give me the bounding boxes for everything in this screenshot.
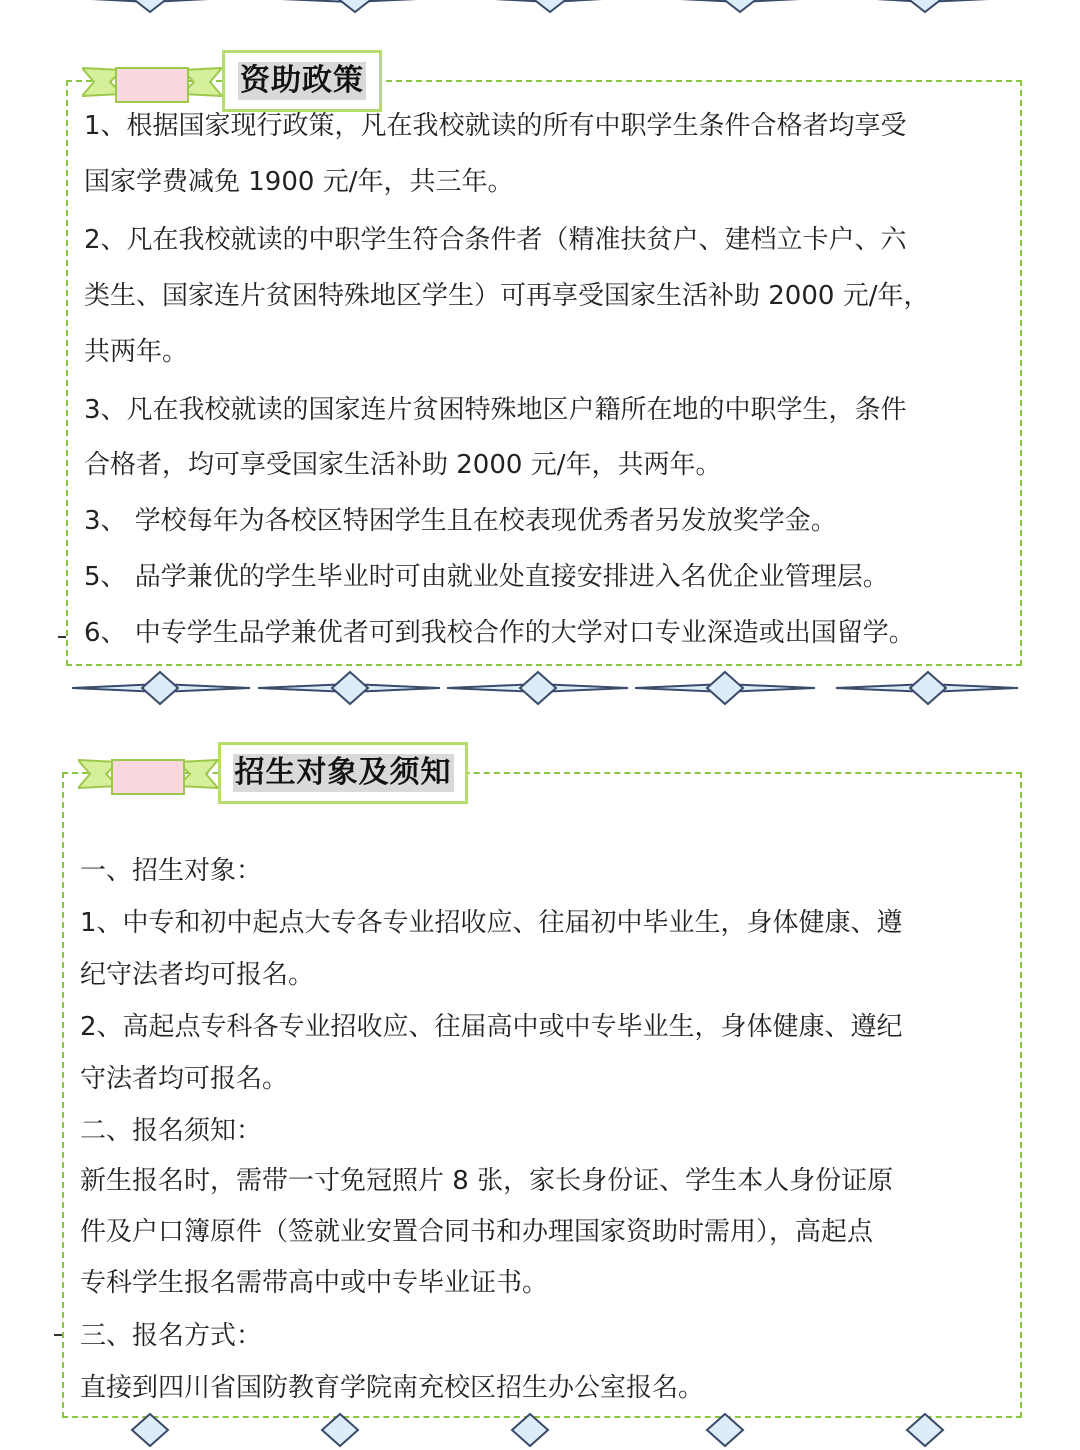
paragraph-line: 2、高起点专科各专业招收应、往届高中或中专毕业生，身体健康、遵纪 — [80, 1012, 903, 1042]
paragraph-line: 3、 学校每年为各校区特困学生且在校表现优秀者另发放奖学金。 — [84, 506, 837, 536]
paragraph-line: 1、根据国家现行政策，凡在我校就读的所有中职学生条件合格者均享受 — [84, 111, 907, 141]
paragraph-line: 守法者均可报名。 — [80, 1064, 289, 1094]
section-title: 招生对象及须知 — [234, 755, 452, 790]
section-title-box — [218, 742, 468, 804]
paragraph-line: 共两年。 — [84, 337, 189, 367]
diamond-divider — [0, 668, 1080, 708]
paragraph-line: 件及户口簿原件（签就业安置合同书和办理国家资助时需用），高起点 — [80, 1217, 874, 1247]
section-title-box — [222, 50, 382, 112]
margin-mark — [54, 1334, 62, 1336]
paragraph-line: 5、 品学兼优的学生毕业时可由就业处直接安排进入名优企业管理层。 — [84, 562, 889, 592]
paragraph-line: 6、 中专学生品学兼优者可到我校合作的大学对口专业深造或出国留学。 — [84, 618, 915, 648]
paragraph-line: 合格者，均可享受国家生活补助 2000 元/年，共两年。 — [84, 450, 722, 480]
paragraph-line: 纪守法者均可报名。 — [80, 960, 315, 990]
paragraph-line: 一、招生对象： — [80, 856, 263, 886]
paragraph-line: 类生、国家连片贫困特殊地区学生）可再享受国家生活补助 2000 元/年， — [84, 281, 930, 311]
paragraph-line: 国家学费减免 1900 元/年，共三年。 — [84, 167, 514, 197]
paragraph-line: 2、凡在我校就读的中职学生符合条件者（精准扶贫户、建档立卡户、六 — [84, 225, 907, 255]
paragraph-line: 三、报名方式： — [80, 1321, 263, 1351]
diamond-divider-top — [0, 0, 1080, 18]
paragraph-line: 3、凡在我校就读的国家连片贫困特殊地区户籍所在地的中职学生，条件 — [84, 395, 907, 425]
paragraph-line: 二、报名须知： — [80, 1116, 263, 1146]
diamond-divider-bottom — [0, 1410, 1080, 1450]
ribbon-banner-icon — [78, 752, 218, 796]
section-title: 资助政策 — [240, 63, 364, 98]
margin-mark — [58, 636, 66, 638]
paragraph-line: 新生报名时，需带一寸免冠照片 8 张，家长身份证、学生本人身份证原 — [80, 1166, 894, 1196]
ribbon-banner-icon — [82, 60, 222, 104]
paragraph-line: 专科学生报名需带高中或中专毕业证书。 — [80, 1268, 549, 1298]
paragraph-line: 1、中专和初中起点大专各专业招收应、往届初中毕业生，身体健康、遵 — [80, 908, 903, 938]
paragraph-line: 直接到四川省国防教育学院南充校区招生办公室报名。 — [80, 1373, 705, 1403]
